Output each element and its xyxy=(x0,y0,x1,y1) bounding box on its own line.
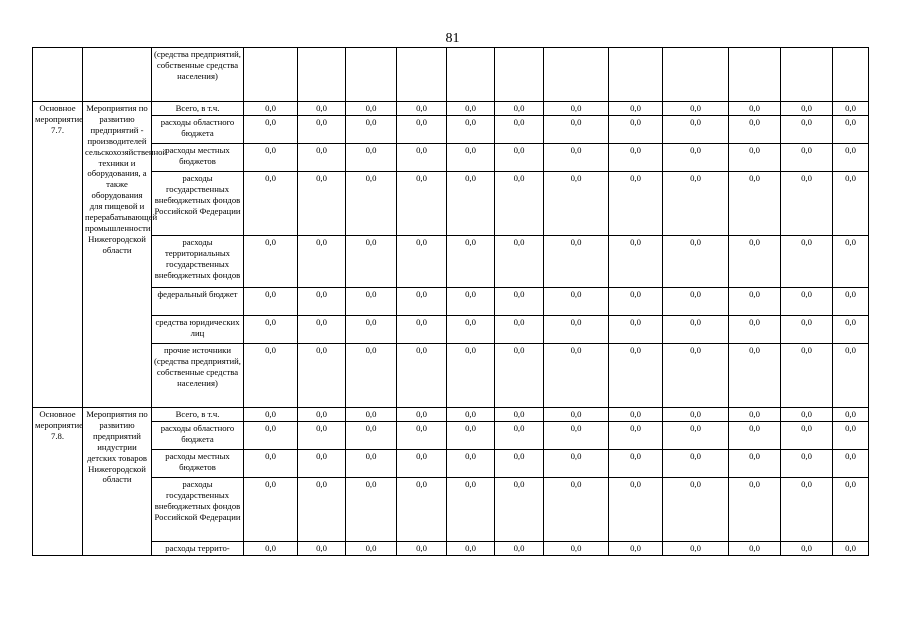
value-cell: 0,0 xyxy=(298,542,346,556)
value-cell: 0,0 xyxy=(244,422,298,450)
value-cell: 0,0 xyxy=(447,408,495,422)
value-cell: 0,0 xyxy=(729,542,781,556)
value-cell: 0,0 xyxy=(495,316,544,344)
value-cell: 0,0 xyxy=(244,408,298,422)
value-cell: 0,0 xyxy=(447,316,495,344)
value-cell: 0,0 xyxy=(495,116,544,144)
value-cell: 0,0 xyxy=(609,422,663,450)
page-number: 81 xyxy=(445,31,460,46)
value-cell: 0,0 xyxy=(663,478,729,542)
value-cell: 0,0 xyxy=(609,344,663,408)
value-cell: 0,0 xyxy=(609,408,663,422)
value-cell: 0,0 xyxy=(544,316,609,344)
value-cell: 0,0 xyxy=(447,144,495,172)
value-cell: 0,0 xyxy=(397,422,447,450)
value-cell: 0,0 xyxy=(663,288,729,316)
value-cell: 0,0 xyxy=(397,144,447,172)
value-cell: 0,0 xyxy=(609,316,663,344)
value-cell: 0,0 xyxy=(244,144,298,172)
measure-code-cell: Основное мероприятие 7.8. xyxy=(33,408,83,556)
funding-source-cell: расходы территориальных государственных внебюджетных фондов xyxy=(152,236,244,288)
value-cell: 0,0 xyxy=(544,344,609,408)
value-cell: 0,0 xyxy=(609,144,663,172)
value-cell: 0,0 xyxy=(544,172,609,236)
value-cell: 0,0 xyxy=(609,172,663,236)
value-cell: 0,0 xyxy=(244,542,298,556)
value-cell: 0,0 xyxy=(609,116,663,144)
value-cell: 0,0 xyxy=(298,422,346,450)
table-row xyxy=(33,450,869,478)
value-cell: 0,0 xyxy=(346,288,397,316)
value-cell: 0,0 xyxy=(781,344,833,408)
value-cell: 0,0 xyxy=(609,102,663,116)
value-cell: 0,0 xyxy=(544,116,609,144)
value-cell: 0,0 xyxy=(346,172,397,236)
value-cell: 0,0 xyxy=(833,408,869,422)
value-cell: 0,0 xyxy=(609,450,663,478)
value-cell xyxy=(833,48,869,102)
value-cell: 0,0 xyxy=(781,116,833,144)
value-cell xyxy=(781,48,833,102)
value-cell: 0,0 xyxy=(544,450,609,478)
funding-source-cell: расходы террито- xyxy=(152,542,244,556)
value-cell: 0,0 xyxy=(663,316,729,344)
value-cell: 0,0 xyxy=(397,116,447,144)
value-cell: 0,0 xyxy=(397,408,447,422)
value-cell: 0,0 xyxy=(447,116,495,144)
value-cell: 0,0 xyxy=(609,288,663,316)
value-cell: 0,0 xyxy=(833,172,869,236)
funding-source-cell: (средства предприятий, собственные средства населения) xyxy=(152,48,244,102)
value-cell: 0,0 xyxy=(833,344,869,408)
value-cell: 0,0 xyxy=(298,344,346,408)
measure-name-cell: Мероприятия по развитию предприятий - производителей сельскохозяйственной техники и оборудования, а также оборудования для пищевой и перерабатывающей промышленности Нижегородской области xyxy=(83,102,152,408)
value-cell: 0,0 xyxy=(729,344,781,408)
funding-source-cell: Всего, в т.ч. xyxy=(152,408,244,422)
value-cell: 0,0 xyxy=(397,172,447,236)
value-cell: 0,0 xyxy=(544,102,609,116)
value-cell: 0,0 xyxy=(663,408,729,422)
funding-source-cell: средства юридических лиц xyxy=(152,316,244,344)
value-cell: 0,0 xyxy=(298,172,346,236)
value-cell: 0,0 xyxy=(447,422,495,450)
value-cell: 0,0 xyxy=(609,478,663,542)
value-cell xyxy=(544,48,609,102)
budget-table xyxy=(32,47,869,556)
value-cell: 0,0 xyxy=(544,422,609,450)
table-row xyxy=(33,408,869,422)
value-cell: 0,0 xyxy=(495,478,544,542)
value-cell: 0,0 xyxy=(495,172,544,236)
value-cell: 0,0 xyxy=(544,236,609,288)
value-cell: 0,0 xyxy=(397,102,447,116)
value-cell: 0,0 xyxy=(495,288,544,316)
value-cell: 0,0 xyxy=(729,422,781,450)
value-cell: 0,0 xyxy=(298,450,346,478)
measure-code-cell xyxy=(33,48,83,102)
value-cell: 0,0 xyxy=(298,236,346,288)
value-cell: 0,0 xyxy=(663,172,729,236)
value-cell: 0,0 xyxy=(781,236,833,288)
value-cell: 0,0 xyxy=(663,236,729,288)
measure-name-cell xyxy=(83,48,152,102)
value-cell: 0,0 xyxy=(781,288,833,316)
value-cell: 0,0 xyxy=(244,288,298,316)
value-cell: 0,0 xyxy=(495,144,544,172)
measure-code-cell: Основное мероприятие 7.7. xyxy=(33,102,83,408)
value-cell: 0,0 xyxy=(447,172,495,236)
value-cell: 0,0 xyxy=(244,236,298,288)
value-cell: 0,0 xyxy=(833,422,869,450)
value-cell xyxy=(244,48,298,102)
value-cell: 0,0 xyxy=(729,102,781,116)
value-cell: 0,0 xyxy=(833,116,869,144)
value-cell xyxy=(298,48,346,102)
value-cell: 0,0 xyxy=(833,144,869,172)
funding-source-cell: федеральный бюджет xyxy=(152,288,244,316)
value-cell: 0,0 xyxy=(346,344,397,408)
value-cell: 0,0 xyxy=(609,542,663,556)
value-cell: 0,0 xyxy=(346,102,397,116)
value-cell: 0,0 xyxy=(298,116,346,144)
funding-source-cell: расходы местных бюджетов xyxy=(152,450,244,478)
value-cell: 0,0 xyxy=(298,478,346,542)
value-cell xyxy=(346,48,397,102)
value-cell: 0,0 xyxy=(397,478,447,542)
value-cell: 0,0 xyxy=(397,316,447,344)
value-cell xyxy=(663,48,729,102)
value-cell: 0,0 xyxy=(495,542,544,556)
value-cell: 0,0 xyxy=(544,408,609,422)
table-row xyxy=(33,48,869,102)
value-cell: 0,0 xyxy=(729,236,781,288)
value-cell: 0,0 xyxy=(447,344,495,408)
value-cell: 0,0 xyxy=(346,422,397,450)
value-cell: 0,0 xyxy=(346,408,397,422)
value-cell: 0,0 xyxy=(729,450,781,478)
value-cell: 0,0 xyxy=(729,144,781,172)
value-cell: 0,0 xyxy=(729,116,781,144)
value-cell: 0,0 xyxy=(609,236,663,288)
funding-source-cell: расходы областного бюджета xyxy=(152,422,244,450)
value-cell: 0,0 xyxy=(544,542,609,556)
value-cell: 0,0 xyxy=(346,116,397,144)
value-cell: 0,0 xyxy=(781,316,833,344)
funding-source-cell: расходы местных бюджетов xyxy=(152,144,244,172)
funding-source-cell: расходы государственных внебюджетных фондов Российской Федерации xyxy=(152,478,244,542)
funding-source-cell: Всего, в т.ч. xyxy=(152,102,244,116)
measure-name-cell: Мероприятия по развитию предприятий индустрии детских товаров Нижегородской области xyxy=(83,408,152,556)
value-cell: 0,0 xyxy=(447,542,495,556)
value-cell: 0,0 xyxy=(447,102,495,116)
value-cell: 0,0 xyxy=(663,344,729,408)
value-cell: 0,0 xyxy=(833,478,869,542)
table-row xyxy=(33,316,869,344)
value-cell: 0,0 xyxy=(663,450,729,478)
table-row xyxy=(33,102,869,116)
value-cell: 0,0 xyxy=(544,144,609,172)
funding-source-cell: расходы областного бюджета xyxy=(152,116,244,144)
table-row xyxy=(33,478,869,542)
value-cell: 0,0 xyxy=(244,478,298,542)
value-cell: 0,0 xyxy=(397,344,447,408)
value-cell: 0,0 xyxy=(346,478,397,542)
value-cell: 0,0 xyxy=(397,542,447,556)
table-row xyxy=(33,422,869,450)
value-cell: 0,0 xyxy=(729,478,781,542)
value-cell: 0,0 xyxy=(781,542,833,556)
table-row xyxy=(33,236,869,288)
value-cell: 0,0 xyxy=(397,288,447,316)
value-cell: 0,0 xyxy=(346,450,397,478)
value-cell: 0,0 xyxy=(298,144,346,172)
value-cell: 0,0 xyxy=(663,102,729,116)
value-cell: 0,0 xyxy=(495,422,544,450)
value-cell: 0,0 xyxy=(663,422,729,450)
value-cell: 0,0 xyxy=(729,288,781,316)
value-cell: 0,0 xyxy=(544,288,609,316)
value-cell xyxy=(447,48,495,102)
value-cell: 0,0 xyxy=(244,172,298,236)
value-cell: 0,0 xyxy=(244,116,298,144)
value-cell: 0,0 xyxy=(729,408,781,422)
table-body xyxy=(33,48,869,556)
value-cell: 0,0 xyxy=(781,450,833,478)
value-cell: 0,0 xyxy=(729,172,781,236)
value-cell: 0,0 xyxy=(663,116,729,144)
value-cell: 0,0 xyxy=(495,236,544,288)
funding-source-cell: расходы государственных внебюджетных фондов Российской Федерации xyxy=(152,172,244,236)
value-cell: 0,0 xyxy=(447,478,495,542)
value-cell: 0,0 xyxy=(781,422,833,450)
value-cell: 0,0 xyxy=(495,344,544,408)
value-cell: 0,0 xyxy=(833,316,869,344)
value-cell: 0,0 xyxy=(833,542,869,556)
table-row xyxy=(33,172,869,236)
value-cell: 0,0 xyxy=(346,144,397,172)
value-cell: 0,0 xyxy=(729,316,781,344)
value-cell: 0,0 xyxy=(781,144,833,172)
value-cell: 0,0 xyxy=(833,102,869,116)
value-cell: 0,0 xyxy=(244,344,298,408)
value-cell: 0,0 xyxy=(781,408,833,422)
value-cell: 0,0 xyxy=(346,236,397,288)
value-cell: 0,0 xyxy=(397,450,447,478)
value-cell: 0,0 xyxy=(298,316,346,344)
table-row xyxy=(33,116,869,144)
funding-source-cell: прочие источники (средства предприятий, собственные средства населения) xyxy=(152,344,244,408)
value-cell: 0,0 xyxy=(397,236,447,288)
value-cell: 0,0 xyxy=(244,450,298,478)
value-cell: 0,0 xyxy=(244,316,298,344)
value-cell: 0,0 xyxy=(833,450,869,478)
value-cell: 0,0 xyxy=(298,102,346,116)
value-cell: 0,0 xyxy=(781,172,833,236)
value-cell: 0,0 xyxy=(833,236,869,288)
value-cell: 0,0 xyxy=(663,542,729,556)
value-cell: 0,0 xyxy=(447,236,495,288)
value-cell: 0,0 xyxy=(833,288,869,316)
value-cell xyxy=(609,48,663,102)
table-row xyxy=(33,288,869,316)
value-cell: 0,0 xyxy=(495,102,544,116)
value-cell: 0,0 xyxy=(346,316,397,344)
value-cell: 0,0 xyxy=(495,450,544,478)
value-cell: 0,0 xyxy=(244,102,298,116)
value-cell: 0,0 xyxy=(447,288,495,316)
value-cell xyxy=(495,48,544,102)
value-cell: 0,0 xyxy=(544,478,609,542)
value-cell: 0,0 xyxy=(663,144,729,172)
value-cell: 0,0 xyxy=(495,408,544,422)
table-row xyxy=(33,344,869,408)
value-cell: 0,0 xyxy=(781,102,833,116)
value-cell: 0,0 xyxy=(447,450,495,478)
value-cell: 0,0 xyxy=(298,408,346,422)
table-row xyxy=(33,542,869,556)
value-cell xyxy=(729,48,781,102)
value-cell: 0,0 xyxy=(346,542,397,556)
value-cell: 0,0 xyxy=(298,288,346,316)
value-cell: 0,0 xyxy=(781,478,833,542)
value-cell xyxy=(397,48,447,102)
